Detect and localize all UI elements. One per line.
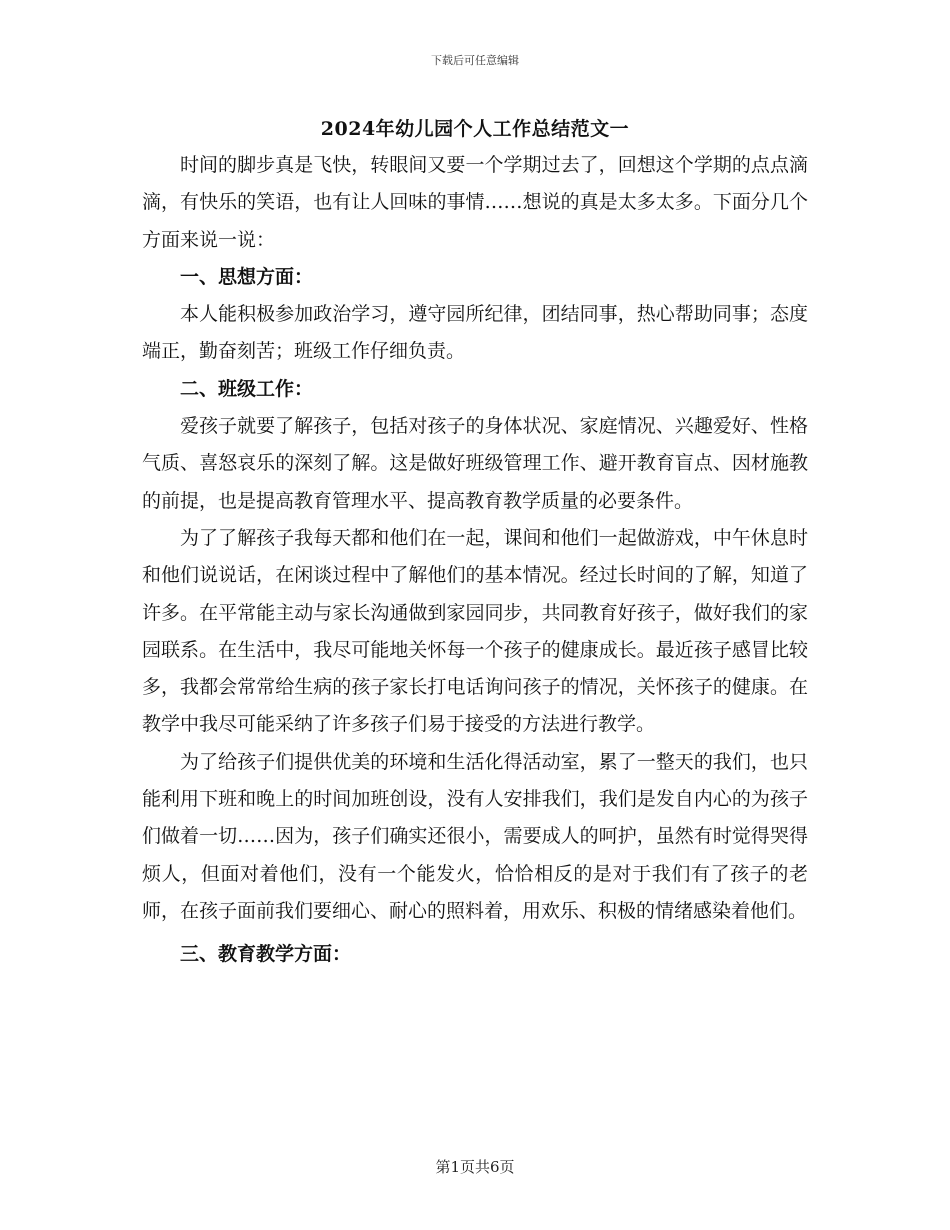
document-title: 2024年幼儿园个人工作总结范文一 [320,118,630,140]
paragraph-thought: 本人能积极参加政治学习，遵守园所纪律，团结同事，热心帮助同事；态度端正，勤奋刻苦；班级工作仔细负责。 [142,303,808,363]
document-body [142,147,808,974]
paragraph-intro: 时间的脚步真是飞快，转眼间又要一个学期过去了，回想这个学期的点点滴滴，有快乐的笑语，也有让人回味的事情……想说的真是太多太多。下面分几个方面来说一说： [142,154,808,251]
paragraph-class-work-3: 为了给孩子们提供优美的环境和生活化得活动室，累了一整天的我们，也只能利用下班和晚上的时间加班创设，没有人安排我们，我们是发自内心的为孩子们做着一切……因为，孩子们确实还很小，需要成人的呵护，虽然有时觉得哭得烦人，但面对着他们，没有一个能发火，恰恰相反的是对于我们有了孩子的老师，在孩子面前我们要细心、耐心的照料着，用欢乐、积极的情绪感染着他们。 [142,750,808,922]
paragraph-class-work-1: 爱孩子就要了解孩子，包括对孩子的身体状况、家庭情况、兴趣爱好、性格气质、喜怒哀乐的深刻了解。这是做好班级管理工作、避开教育盲点、因材施教的前提，也是提高教育管理水平、提高教育教学质量的必要条件。 [142,415,808,512]
section-heading-teaching: 三、教育教学方面： [180,943,352,966]
page-footer: 第1页共6页 [435,1158,515,1176]
section-heading-thought: 一、思想方面： [180,265,314,288]
section-heading-class-work: 二、班级工作： [180,377,314,400]
page-header: 下载后可任意编辑 [431,54,519,67]
paragraph-class-work-2: 为了了解孩子我每天都和他们在一起，课间和他们一起做游戏，中午休息时和他们说说话，在闲谈过程中了解他们的基本情况。经过长时间的了解，知道了许多。在平常能主动与家长沟通做到家园同步，共同教育好孩子，做好我们的家园联系。在生活中，我尽可能地关怀每一个孩子的健康成长。最近孩子感冒比较多，我都会常常给生病的孩子家长打电话询问孩子的情况，关怀孩子的健康。在教学中我尽可能采纳了许多孩子们易于接受的方法进行教学。 [142,526,808,736]
